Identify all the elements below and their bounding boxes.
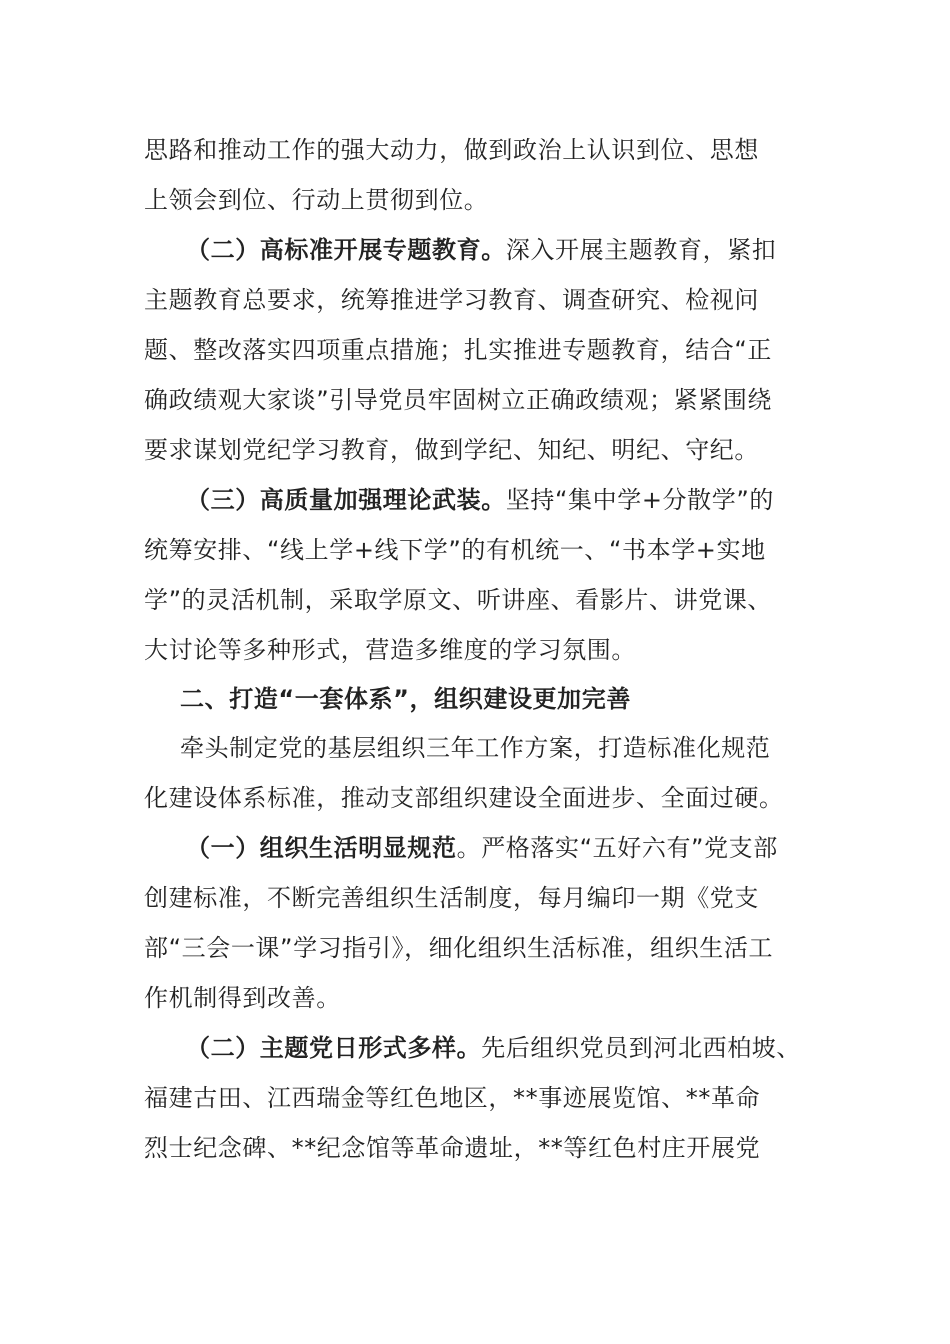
- body-line: [144, 135, 759, 165]
- text-span: 创建标准，不断完善组织生活制度，每月编印一期《党支: [144, 884, 759, 912]
- subsection-heading: （二）主题党日形式多样。: [186, 1034, 482, 1062]
- text-span: 作机制得到改善。: [144, 984, 341, 1012]
- text-span: 题、整改落实四项重点措施；扎实推进专题教育，结合“正: [144, 336, 773, 364]
- body-line: [144, 335, 772, 365]
- body-line: [144, 883, 759, 913]
- text-span: 坚持“集中学+分散学”的: [505, 486, 774, 514]
- text-span: 学”的灵活机制，采取学原文、听讲座、看影片、讲党课、: [144, 586, 773, 614]
- body-line: [144, 933, 773, 963]
- text-span: 烈士纪念碑、**纪念馆等革命遗址，**等红色村庄开展党: [144, 1134, 761, 1162]
- section-heading-line: [186, 1033, 801, 1063]
- subsection-heading: （一）组织生活明显规范: [186, 834, 457, 862]
- text-span: 思路和推动工作的强大动力，做到政治上认识到位、思想: [144, 136, 759, 164]
- section-heading: [180, 684, 631, 714]
- body-line: [144, 385, 772, 415]
- text-span: 要求谋划党纪学习教育，做到学纪、知纪、明纪、守纪。: [144, 436, 759, 464]
- subsection-heading: （三）高质量加强理论武装。: [186, 486, 506, 514]
- text-span: 先后组织党员到河北西柏坡、: [481, 1034, 802, 1062]
- body-line: [144, 585, 772, 615]
- body-line: [144, 1133, 760, 1163]
- body-line: [144, 285, 759, 315]
- body-line: [144, 435, 759, 465]
- text-span: 统筹安排、“线上学+线下学”的有机统一、“书本学+实地: [144, 536, 766, 564]
- text-span: 上领会到位、行动上贯彻到位。: [144, 186, 489, 214]
- body-line: [180, 733, 770, 763]
- section-heading-line: [186, 485, 774, 515]
- body-line: [144, 783, 784, 813]
- body-line: [144, 535, 766, 565]
- subsection-heading: （二）高标准开展专题教育。: [186, 236, 506, 264]
- text-span: 主题教育总要求，统筹推进学习教育、调查研究、检视问: [144, 286, 759, 314]
- body-line: [144, 635, 636, 665]
- text-span: 。严格落实“五好六有”党支部: [456, 834, 778, 862]
- text-span: 大讨论等多种形式，营造多维度的学习氛围。: [144, 636, 636, 664]
- text-span: 二、打造“一套体系”，组织建设更加完善: [180, 685, 631, 713]
- text-span: 确政绩观大家谈”引导党员牢固树立正确政绩观；紧紧围绕: [144, 386, 773, 414]
- text-span: 深入开展主题教育，紧扣: [505, 236, 777, 264]
- body-line: [144, 185, 488, 215]
- body-line: [144, 983, 341, 1013]
- text-span: 牵头制定党的基层组织三年工作方案，打造标准化规范: [180, 734, 771, 762]
- section-heading-line: [186, 833, 778, 863]
- text-span: 福建古田、江西瑞金等红色地区，**事迹展览馆、**革命: [144, 1084, 761, 1112]
- text-span: 部“三会一课”学习指引》，细化组织生活标准，组织生活工: [144, 934, 774, 962]
- text-span: 化建设体系标准，推动支部组织建设全面进步、全面过硬。: [144, 784, 784, 812]
- body-line: [144, 1083, 760, 1113]
- section-heading-line: [186, 235, 776, 265]
